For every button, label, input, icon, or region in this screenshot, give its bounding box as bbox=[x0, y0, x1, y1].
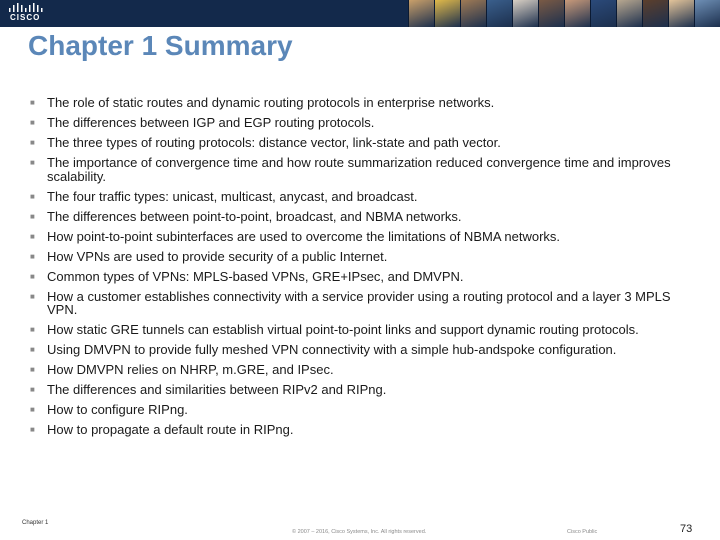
header-photo bbox=[538, 0, 564, 27]
bullet-item bbox=[30, 343, 690, 357]
header-photo bbox=[486, 0, 512, 27]
bullet-text: The importance of convergence time and how route summarization reduced convergence time and improves scalability. bbox=[47, 155, 671, 184]
bullet-marker-icon: ■ bbox=[30, 191, 35, 201]
header-photo bbox=[434, 0, 460, 27]
bullet-item bbox=[30, 270, 690, 284]
header-photo bbox=[408, 0, 434, 27]
bullet-text: Common types of VPNs: MPLS-based VPNs, GRE+IPsec, and DMVPN. bbox=[47, 268, 464, 284]
bullet-marker-icon: ■ bbox=[30, 98, 35, 107]
header-photo bbox=[642, 0, 668, 27]
header-photo bbox=[512, 0, 538, 27]
bullet-item bbox=[30, 290, 690, 317]
bullet-marker-icon: ■ bbox=[30, 425, 35, 434]
header-photo bbox=[460, 0, 486, 27]
slide-title: Chapter 1 Summary bbox=[28, 30, 293, 61]
page-number: 73 bbox=[680, 523, 693, 535]
bullet-marker-icon: ■ bbox=[30, 231, 35, 241]
bullet-item bbox=[30, 323, 690, 337]
header-photo bbox=[590, 0, 616, 27]
bullet-marker-icon: ■ bbox=[30, 251, 35, 261]
header-photo bbox=[694, 0, 720, 27]
bullet-marker-icon: ■ bbox=[30, 405, 35, 414]
bullet-item bbox=[30, 210, 690, 224]
bullet-text: How VPNs are used to provide security of a public Internet. bbox=[47, 248, 388, 264]
logo-wordmark: CISCO bbox=[10, 13, 41, 22]
bullet-text: The differences between point-to-point, broadcast, and NBMA networks. bbox=[47, 208, 462, 224]
bullet-marker-icon: ■ bbox=[30, 138, 35, 147]
cisco-bars-icon bbox=[8, 3, 44, 13]
bullet-text: The role of static routes and dynamic routing protocols in enterprise networks. bbox=[47, 95, 495, 110]
bullet-marker-icon: ■ bbox=[30, 271, 35, 281]
header-photo bbox=[564, 0, 590, 27]
footer-chapter: Chapter 1 bbox=[22, 520, 49, 526]
bullet-text: How DMVPN relies on NHRP, m.GRE, and IPsec. bbox=[47, 362, 334, 377]
bullet-item bbox=[30, 423, 690, 437]
bullet-text: The differences between IGP and EGP routing protocols. bbox=[47, 115, 375, 130]
cisco-logo bbox=[8, 3, 44, 23]
footer-copyright: © 2007 – 2016, Cisco Systems, Inc. All rights reserved. bbox=[292, 529, 427, 535]
header-photo bbox=[668, 0, 694, 27]
bullet-text: Using DMVPN to provide fully meshed VPN connectivity with a simple hub-andspoke configuration. bbox=[47, 342, 617, 357]
bullet-item bbox=[30, 230, 690, 244]
bullet-marker-icon: ■ bbox=[30, 365, 35, 374]
bullet-text: How a customer establishes connectivity with a service provider using a routing protocol and a layer 3 MPLS VPN. bbox=[47, 288, 671, 317]
header-bar bbox=[0, 0, 720, 27]
bullet-item bbox=[30, 250, 690, 264]
bullet-marker-icon: ■ bbox=[30, 385, 35, 394]
bullet-text: The three types of routing protocols: distance vector, link-state and path vector. bbox=[47, 135, 501, 150]
bullet-text: How to propagate a default route in RIPng. bbox=[47, 422, 294, 437]
bullet-text: The differences and similarities between RIPv2 and RIPng. bbox=[47, 382, 387, 397]
bullet-text: How static GRE tunnels can establish virtual point-to-point links and support dynamic routing protocols. bbox=[47, 322, 639, 337]
bullet-item bbox=[30, 363, 690, 377]
bullet-text: How point-to-point subinterfaces are used to overcome the limitations of NBMA networks. bbox=[47, 228, 561, 244]
bullet-item bbox=[30, 403, 690, 417]
header-photo-strip bbox=[408, 0, 720, 27]
bullet-marker-icon: ■ bbox=[30, 118, 35, 127]
bullet-text: The four traffic types: unicast, multicast, anycast, and broadcast. bbox=[47, 188, 418, 204]
header-photo bbox=[616, 0, 642, 27]
bullet-marker-icon: ■ bbox=[30, 345, 35, 354]
summary-bullet-list bbox=[30, 96, 690, 443]
bullet-item bbox=[30, 116, 690, 130]
bullet-marker-icon: ■ bbox=[30, 325, 35, 334]
bullet-item bbox=[30, 96, 690, 110]
bullet-marker-icon: ■ bbox=[30, 291, 35, 301]
bullet-marker-icon: ■ bbox=[30, 158, 35, 167]
bullet-item bbox=[30, 136, 690, 150]
footer-classification: Cisco Public bbox=[567, 529, 598, 535]
bullet-item bbox=[30, 383, 690, 397]
bullet-item bbox=[30, 156, 690, 183]
bullet-text: How to configure RIPng. bbox=[47, 402, 188, 417]
bullet-marker-icon: ■ bbox=[30, 211, 35, 221]
bullet-item bbox=[30, 190, 690, 204]
